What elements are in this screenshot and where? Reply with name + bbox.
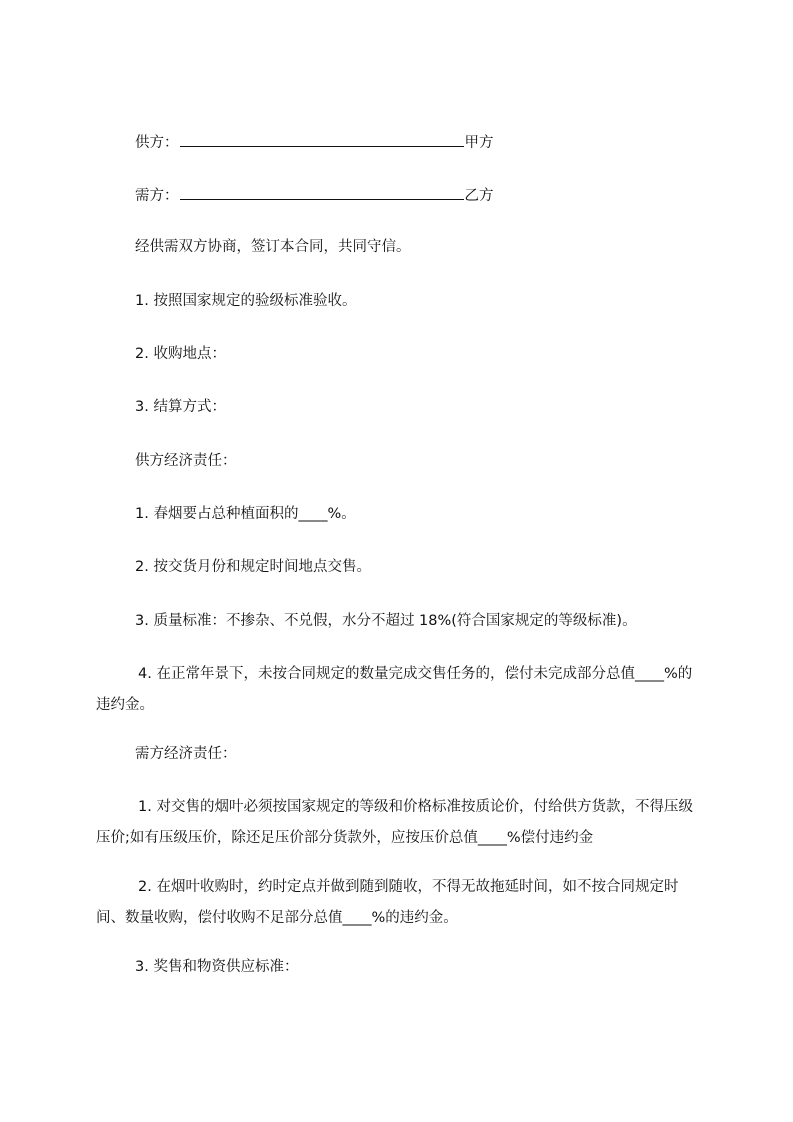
demander-line bbox=[0, 184, 793, 206]
demander-duty-1: 1. 对交售的烟叶必须按国家规定的等级和价格标准按质论价，付给供方货款，不得压级压价;如有压级压价，除还足压价部分货款外，应按压价总值____%偿付违约金 bbox=[96, 799, 693, 846]
demander-duty-3: 3. 奖售和物资供应标准： bbox=[135, 959, 299, 975]
demander-suffix: 乙方 bbox=[464, 188, 494, 204]
intro-paragraph: 经供需双方协商，签订本合同，共同守信。 bbox=[135, 239, 411, 255]
supplier-duty-2: 2. 按交货月份和规定时间地点交售。 bbox=[135, 559, 371, 575]
supplier-duty-4: 4. 在正常年景下，未按合同规定的数量完成交售任务的，偿付未完成部分总值____%的违约金。 bbox=[96, 666, 693, 713]
clause-1: 1. 按照国家规定的验级标准验收。 bbox=[135, 293, 357, 309]
supplier-line bbox=[0, 131, 793, 153]
supplier-duty-3: 3. 质量标准：不掺杂、不兑假，水分不超过 18%(符合国家规定的等级标准)。 bbox=[135, 613, 637, 629]
supplier-label: 供方： bbox=[135, 135, 179, 151]
demander-duties-heading: 需方经济责任： bbox=[135, 746, 237, 762]
clause-3: 3. 结算方式： bbox=[135, 399, 226, 415]
supplier-duties-heading: 供方经济责任： bbox=[135, 453, 237, 469]
demander-name-blank bbox=[180, 184, 464, 200]
supplier-suffix: 甲方 bbox=[464, 135, 494, 151]
supplier-name-blank bbox=[180, 131, 464, 147]
demander-label: 需方： bbox=[135, 188, 179, 204]
clause-2: 2. 收购地点： bbox=[135, 346, 226, 362]
supplier-duty-1: 1. 春烟要占总种植面积的____%。 bbox=[135, 506, 356, 522]
demander-duty-2: 2. 在烟叶收购时，约时定点并做到随到随收，不得无故拖延时间，如不按合同规定时间、数量收购，偿付收购不足部分总值____%的违约金。 bbox=[96, 879, 679, 926]
